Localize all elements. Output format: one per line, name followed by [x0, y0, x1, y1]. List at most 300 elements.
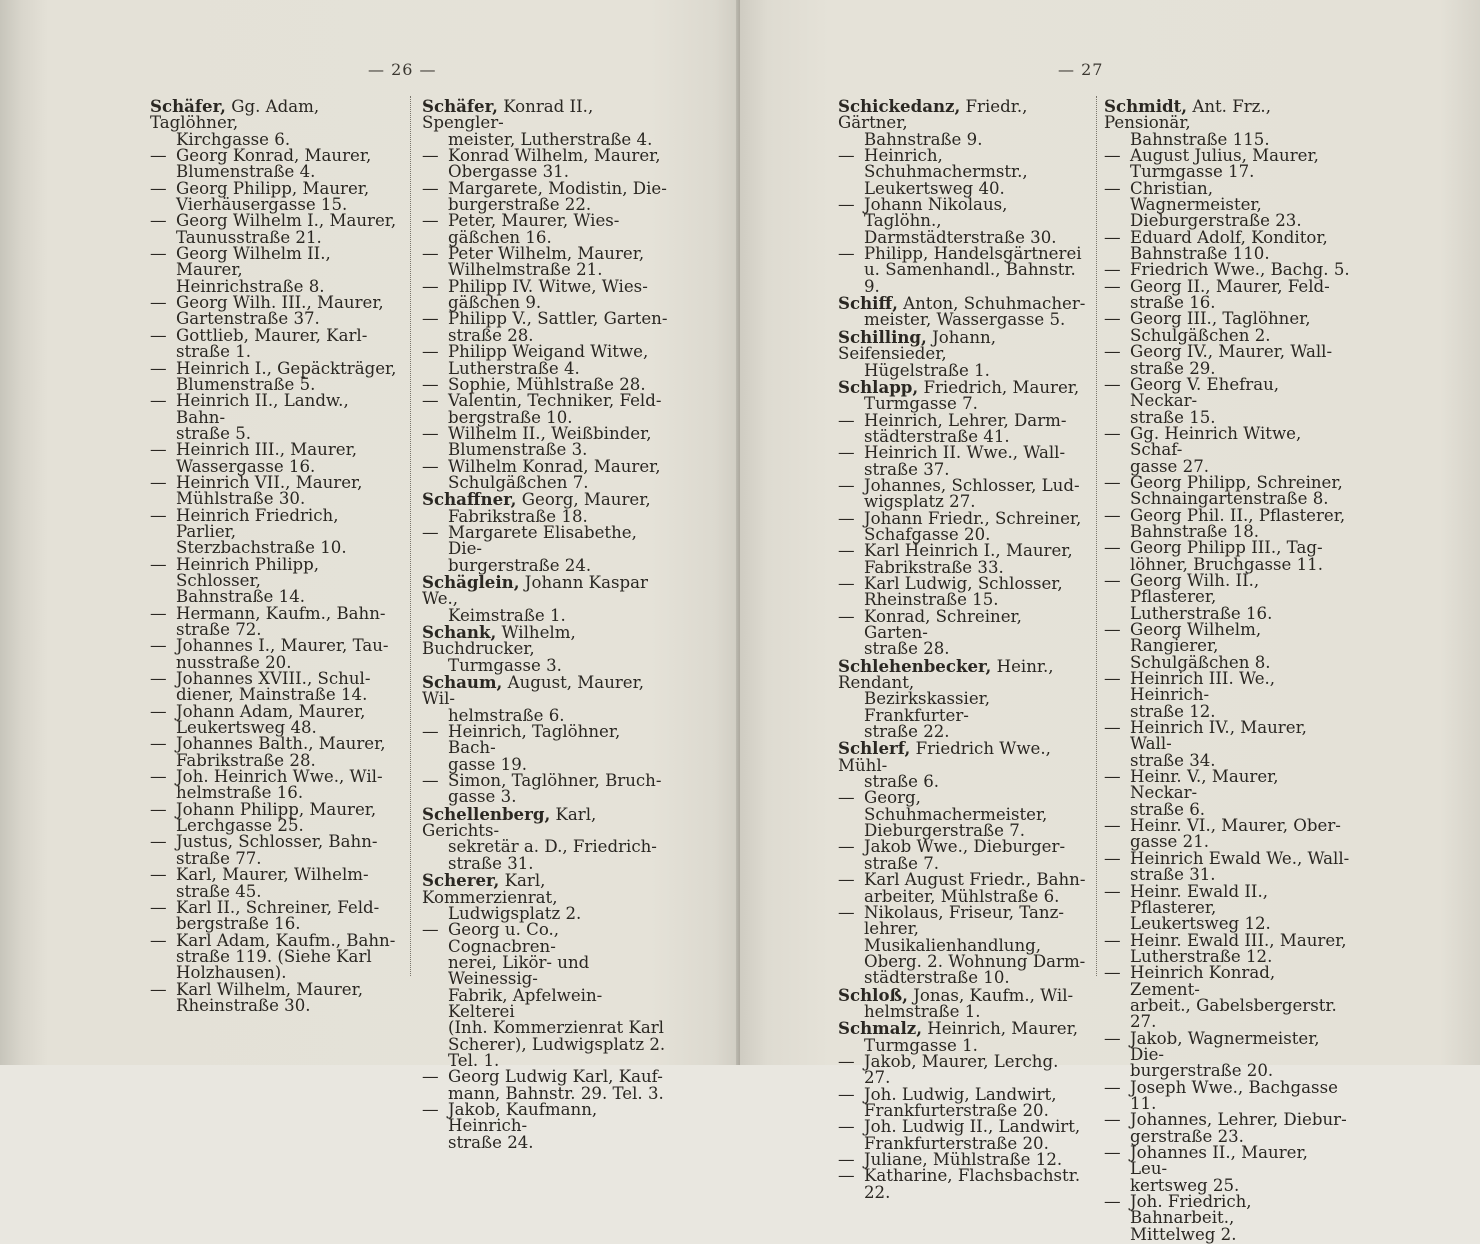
entry-line: Jonas, Kaufm., Wil-	[913, 985, 1074, 1005]
entry-line: Georg Phil. II., Pflasterer,	[1130, 505, 1346, 525]
directory-entry	[150, 834, 400, 867]
entry-line: Johann, Seifensieder,	[838, 327, 996, 364]
entry-line: Mühlstraße 30.	[176, 489, 306, 509]
entry-line: Jakob Wwe., Dieburger-	[864, 837, 1066, 857]
entry-line: (Inh. Kommerzienrat Karl	[448, 1018, 664, 1038]
directory-entry	[422, 922, 668, 1069]
entry-line: Jakob, Maurer, Lerchg. 27.	[864, 1051, 1059, 1088]
entry-line: Heinrich III. We., Heinrich-	[1130, 669, 1276, 705]
directory-entry	[838, 606, 1088, 659]
directory-entry	[150, 325, 400, 362]
entry-line: Johann Nikolaus, Taglöhn.,	[864, 195, 1008, 231]
entry-line: Jakob, Wagnermeister, Die-	[1130, 1028, 1320, 1064]
entry-line: straße 6.	[864, 772, 940, 792]
entry-line: Philipp, Handelsgärtnerei	[864, 244, 1082, 264]
entry-line: Rheinstraße 15.	[864, 590, 999, 610]
directory-entry	[150, 736, 400, 769]
entry-surname: Schlehenbecker,	[838, 655, 992, 676]
directory-entry	[150, 178, 400, 215]
directory-entry	[838, 543, 1088, 576]
entry-line: nerei, Likör- und Weinessig-	[448, 952, 590, 989]
entry-line: Heinrich, Taglöhner, Bach-	[448, 722, 621, 758]
directory-entry	[422, 674, 668, 724]
directory-entry	[838, 1020, 1088, 1054]
directory-entry	[422, 213, 668, 246]
entry-line: Heinrich IV., Maurer, Wall-	[1130, 718, 1307, 754]
entry-line: Frankfurterstraße 20.	[864, 1100, 1049, 1120]
directory-entry	[422, 773, 668, 806]
entry-line: Lerchgasse 25.	[176, 816, 304, 836]
directory-entry	[422, 724, 668, 773]
column-left-1	[150, 98, 400, 1014]
entry-line: Bahnstraße 14.	[176, 587, 306, 607]
entry-line: Peter Wilhelm, Maurer,	[448, 244, 645, 264]
entry-line: Georg V. Ehefrau, Neckar-	[1130, 374, 1280, 411]
directory-entry	[150, 867, 400, 900]
entry-line: Karl, Maurer, Wilhelm-	[176, 865, 369, 885]
entry-line: straße 6.	[1130, 799, 1206, 819]
entry-surname: Schilling,	[838, 326, 927, 347]
entry-line: Georg Philipp III., Tag-	[1130, 538, 1323, 558]
entry-line: Lutherstraße 16.	[1130, 603, 1273, 623]
entry-line: Georg IV., Maurer, Wall-	[1130, 342, 1333, 362]
entry-line: Heinrich Philipp, Schlosser,	[176, 554, 320, 590]
entry-line: Konrad, Schreiner, Garten-	[864, 606, 1022, 642]
entry-line: Johann Friedr., Schreiner,	[864, 508, 1082, 528]
entry-line: straße 28.	[448, 325, 534, 345]
entry-line: Georg Philipp, Schreiner,	[1130, 472, 1343, 492]
entry-line: Philipp Weigand Witwe,	[448, 342, 649, 362]
entry-line: straße 12.	[1130, 701, 1216, 721]
directory-entry	[838, 1119, 1088, 1152]
entry-line: Gg. Adam, Taglöhner,	[150, 97, 320, 133]
entry-line: Friedrich Wwe., Mühl-	[838, 739, 1051, 775]
directory-entry	[150, 769, 400, 802]
directory-entry	[150, 799, 400, 836]
entry-line: Christian, Wagnermeister,	[1130, 178, 1262, 215]
directory-entry	[838, 98, 1088, 148]
entry-line: helmstraße 6.	[448, 705, 565, 725]
directory-entry	[150, 930, 400, 983]
entry-line: Karl Adam, Kaufm., Bahn-	[176, 930, 396, 950]
column-divider	[410, 96, 411, 976]
entry-line: Konrad Wilhelm, Maurer,	[448, 146, 661, 166]
directory-entry	[1104, 671, 1350, 720]
directory-entry	[422, 276, 668, 313]
entry-line: Johann Kaspar We.,	[422, 572, 648, 609]
directory-entry	[1104, 720, 1350, 769]
directory-entry	[1104, 1077, 1350, 1113]
entry-line: Sophie, Mühlstraße 28.	[448, 374, 646, 394]
directory-entry	[1104, 374, 1350, 427]
entry-line: Margarete Elisabethe, Die-	[448, 522, 637, 559]
entry-line: Georg Konrad, Maurer,	[176, 146, 372, 166]
directory-entry	[838, 655, 1088, 742]
entry-line: Oberg. 2. Wohnung Darm-	[864, 951, 1086, 971]
directory-entry	[150, 246, 400, 295]
directory-entry	[838, 790, 1088, 839]
entry-line: straße 37.	[864, 459, 950, 479]
directory-entry	[422, 148, 668, 181]
entry-line: Schnaingartenstraße 8.	[1130, 489, 1329, 509]
entry-line: straße 24.	[448, 1132, 534, 1152]
entry-surname: Schickedanz,	[838, 96, 961, 116]
directory-entry	[1104, 505, 1350, 541]
entry-line: Philipp V., Sattler, Garten-	[448, 309, 668, 329]
entry-line: Wilhelm II., Weißbinder,	[448, 423, 652, 443]
directory-entry	[1104, 1145, 1350, 1194]
entry-line: straße 72.	[176, 620, 262, 639]
entry-line: Simon, Taglöhner, Bruch-	[448, 771, 662, 791]
directory-entry	[838, 1084, 1088, 1120]
entry-line: Frankfurterstraße 20.	[864, 1133, 1049, 1153]
entry-line: Heinrich, Lehrer, Darm-	[864, 410, 1067, 430]
entry-surname: Schaum,	[422, 672, 503, 693]
entry-line: straße 7.	[864, 853, 940, 873]
entry-line: Johannes Balth., Maurer,	[176, 734, 386, 754]
entry-line: Dieburgerstraße 23.	[1130, 211, 1302, 231]
entry-surname: Schank,	[422, 622, 497, 642]
directory-entry	[838, 508, 1088, 544]
entry-line: Georg Wilh. III., Maurer,	[176, 293, 384, 313]
entry-line: straße 1.	[176, 342, 252, 362]
entry-line: Hermann, Kaufm., Bahn-	[176, 603, 386, 623]
entry-line: Georg III., Taglöhner,	[1130, 309, 1311, 329]
entry-line: Fabrikstraße 28.	[176, 750, 316, 770]
entry-line: Joh. Heinrich Wwe., Wil-	[176, 767, 383, 787]
entry-line: Friedrich Wwe., Bachg. 5.	[1130, 260, 1350, 280]
entry-line: Juliane, Mühlstraße 12.	[864, 1150, 1063, 1169]
column-right-2	[1104, 98, 1350, 1243]
directory-entry	[150, 554, 400, 607]
directory-entry	[150, 442, 400, 475]
entry-line: Wilhelmstraße 21.	[448, 260, 603, 280]
entry-line: Schulgäßchen 8.	[1130, 652, 1271, 672]
entry-surname: Schiff,	[838, 293, 898, 314]
entry-line: Georg u. Co., Cognacbren-	[448, 920, 560, 956]
entry-line: Bahnstraße 18.	[1130, 521, 1260, 541]
entry-line: Johannes, Schlosser, Lud-	[864, 475, 1080, 495]
directory-entry	[838, 445, 1088, 478]
directory-entry	[422, 571, 668, 625]
entry-line: kertsweg 25.	[1130, 1175, 1240, 1195]
entry-line: gäßchen 16.	[448, 227, 552, 247]
entry-line: Gottlieb, Maurer, Karl-	[176, 325, 368, 345]
entry-line: u. Samenhandl., Bahnstr. 9.	[864, 260, 1076, 296]
directory-entry	[838, 326, 1088, 380]
entry-line: Rheinstraße 30.	[176, 995, 311, 1015]
entry-line: Joh. Ludwig, Landwirt,	[864, 1084, 1057, 1104]
entry-line: Sterzbachstraße 10.	[176, 538, 347, 558]
entry-line: städterstraße 41.	[864, 426, 1010, 446]
directory-entry	[150, 671, 400, 704]
directory-entry	[422, 624, 668, 674]
entry-line: Heinr. V., Maurer, Neckar-	[1130, 767, 1279, 803]
directory-entry	[838, 872, 1088, 905]
entry-line: Bahnstraße 115.	[1130, 129, 1270, 149]
entry-line: Bahnstraße 9.	[864, 129, 983, 149]
entry-line: Turmgasse 3.	[448, 655, 562, 675]
entry-line: Wilhelm Konrad, Maurer,	[448, 456, 661, 476]
entry-line: straße 45.	[176, 881, 262, 901]
entry-line: Turmgasse 17.	[1130, 162, 1255, 182]
directory-entry	[1104, 276, 1350, 313]
entry-line: Turmgasse 1.	[864, 1035, 978, 1055]
entry-line: Georg Wilh. II., Pflasterer,	[1130, 570, 1260, 607]
directory-entry	[838, 740, 1088, 790]
entry-line: Scherer), Ludwigsplatz 2.	[448, 1034, 666, 1054]
entry-line: gäßchen 9.	[448, 293, 542, 313]
directory-entry	[150, 472, 400, 509]
entry-line: Joseph Wwe., Bachgasse 11.	[1130, 1077, 1338, 1113]
directory-entry	[422, 522, 668, 575]
directory-entry	[150, 897, 400, 934]
entry-line: Friedrich, Maurer,	[923, 377, 1080, 397]
entry-line: Ludwigsplatz 2.	[448, 903, 582, 923]
entry-line: Friedr., Gärtner,	[838, 97, 1028, 133]
directory-entry	[150, 701, 400, 738]
entry-line: Georg, Maurer,	[521, 490, 651, 510]
entry-surname: Schmidt,	[1104, 96, 1188, 116]
directory-entry	[150, 603, 400, 639]
directory-entry	[1104, 1028, 1350, 1081]
directory-entry	[422, 1069, 668, 1102]
entry-line: Karl II., Schreiner, Feld-	[176, 897, 380, 917]
entry-line: Heinrichstraße 8.	[176, 276, 325, 296]
entry-surname: Schmalz,	[838, 1018, 922, 1039]
entry-line: meister, Lutherstraße 4.	[448, 129, 653, 149]
entry-line: Darmstädterstraße 30.	[864, 227, 1057, 247]
right-page	[740, 0, 1480, 1244]
entry-line: August Julius, Maurer,	[1130, 146, 1319, 166]
entry-line: Heinrich VII., Maurer,	[176, 472, 363, 492]
directory-entry	[1104, 769, 1350, 818]
directory-entry	[1104, 1194, 1350, 1243]
directory-entry	[150, 213, 400, 246]
directory-entry	[838, 1051, 1088, 1088]
entry-surname: Schellenberg,	[422, 803, 551, 824]
entry-line: Karl Heinrich I., Maurer,	[864, 541, 1073, 561]
directory-entry	[1104, 423, 1350, 476]
directory-entry	[838, 295, 1088, 329]
directory-entry	[150, 638, 400, 671]
directory-entry	[422, 423, 668, 460]
entry-line: Konrad II., Spengler-	[422, 97, 594, 133]
entry-line: Heinrich II., Landw., Bahn-	[176, 391, 349, 427]
entry-line: Heinrich Konrad, Zement-	[1130, 963, 1276, 999]
directory-entry	[1104, 472, 1350, 509]
entry-line: straße 15.	[1130, 407, 1216, 427]
entry-line: Mittelweg 2.	[1130, 1224, 1237, 1244]
page-number: — 26 —	[368, 60, 437, 79]
entry-line: löhner, Bruchgasse 11.	[1130, 554, 1323, 574]
entry-line: straße 29.	[1130, 358, 1216, 378]
directory-entry	[838, 902, 1088, 988]
entry-line: burgerstraße 22.	[448, 195, 592, 215]
column-divider	[1096, 96, 1097, 976]
entry-line: Leukertsweg 48.	[176, 718, 317, 738]
entry-line: städterstraße 10.	[864, 968, 1010, 988]
directory-entry	[1104, 930, 1350, 966]
entry-line: Taunusstraße 21.	[176, 227, 322, 247]
entry-line: Vierhäusergasse 15.	[176, 195, 348, 215]
directory-entry	[1104, 540, 1350, 573]
entry-line: Georg Philipp, Maurer,	[176, 178, 370, 198]
entry-surname: Schloß,	[838, 984, 908, 1005]
entry-line: Fabrik, Apfelwein-Kelterei	[448, 985, 603, 1021]
entry-line: Tel. 1.	[448, 1050, 500, 1070]
directory-entry	[838, 410, 1088, 446]
entry-line: Georg II., Maurer, Feld-	[1130, 276, 1330, 296]
entry-line: straße 28.	[864, 639, 950, 659]
entry-line: Johann Adam, Maurer,	[176, 701, 366, 721]
entry-line: nusstraße 20.	[176, 652, 292, 672]
entry-line: Margarete, Modistin, Die-	[448, 178, 667, 198]
directory-entry	[1104, 98, 1350, 148]
entry-line: Joh. Ludwig II., Landwirt,	[864, 1117, 1081, 1137]
directory-entry	[422, 98, 668, 148]
directory-entry	[422, 246, 668, 279]
entry-line: Bahnstraße 110.	[1130, 244, 1270, 264]
column-right-1	[838, 98, 1088, 1201]
entry-line: Peter, Maurer, Wies-	[448, 211, 620, 231]
directory-entry	[1104, 848, 1350, 885]
entry-line: Heinr. VI., Maurer, Ober-	[1130, 816, 1341, 836]
directory-entry	[422, 178, 668, 215]
entry-line: Karl August Friedr., Bahn-	[864, 870, 1086, 890]
entry-line: burgerstraße 20.	[1130, 1061, 1274, 1081]
directory-entry	[150, 979, 400, 1015]
entry-line: Johannes II., Maurer, Leu-	[1130, 1143, 1308, 1179]
entry-surname: Schäglein,	[422, 571, 520, 592]
directory-entry	[1104, 881, 1350, 934]
entry-line: Heinrich, Schuhmachermstr.,	[864, 146, 1028, 182]
directory-entry	[422, 311, 668, 344]
directory-entry	[1104, 311, 1350, 344]
directory-entry	[1104, 344, 1350, 377]
entry-line: Schulgäßchen 7.	[448, 472, 589, 492]
entry-line: Heinr. Ewald III., Maurer,	[1130, 930, 1347, 950]
entry-line: Keimstraße 1.	[448, 605, 566, 625]
entry-line: Heinrich III., Maurer,	[176, 440, 357, 460]
entry-line: straße 31.	[448, 853, 534, 873]
entry-line: Holzhausen).	[176, 963, 287, 983]
entry-line: Katharine, Flachsbachstr. 22.	[864, 1166, 1081, 1202]
entry-line: arbeiter, Mühlstraße 6.	[864, 886, 1060, 906]
entry-line: Dieburgerstraße 7.	[864, 821, 1026, 841]
directory-entry	[838, 839, 1088, 872]
entry-line: straße 31.	[1130, 865, 1216, 885]
entry-line: Philipp IV. Witwe, Wies-	[448, 276, 648, 296]
column-left-2	[422, 98, 668, 1151]
directory-entry	[838, 984, 1088, 1021]
entry-surname: Schlapp,	[838, 376, 919, 397]
entry-line: Heinr., Rendant,	[838, 656, 1054, 693]
entry-line: Georg, Schuhmachermeister,	[864, 788, 1048, 824]
entry-line: Wilhelm, Buchdrucker,	[422, 623, 576, 659]
directory-entry	[422, 803, 668, 873]
entry-line: Nikolaus, Friseur, Tanz-	[864, 902, 1064, 922]
directory-entry	[1104, 622, 1350, 671]
entry-surname: Schäfer,	[150, 96, 226, 116]
entry-line: August, Maurer, Wil-	[422, 673, 645, 709]
entry-line: diener, Mainstraße 14.	[176, 685, 368, 705]
directory-entry	[150, 393, 400, 442]
entry-line: Heinrich I., Gepäckträger,	[176, 358, 397, 378]
entry-line: Wassergasse 16.	[176, 456, 316, 476]
entry-line: Obergasse 31.	[448, 162, 570, 182]
entry-line: Georg Wilhelm I., Maurer,	[176, 211, 397, 231]
entry-line: helmstraße 16.	[176, 783, 304, 803]
directory-entry	[422, 456, 668, 492]
entry-surname: Schlerf,	[838, 738, 911, 759]
entry-surname: Scherer,	[422, 870, 500, 891]
entry-surname: Schäfer,	[422, 96, 498, 116]
directory-entry	[838, 197, 1088, 246]
entry-line: Johann Philipp, Maurer,	[176, 799, 377, 819]
entry-line: Georg Ludwig Karl, Kauf-	[448, 1067, 663, 1087]
entry-line: mann, Bahnstr. 29. Tel. 3.	[448, 1083, 664, 1103]
entry-line: arbeit., Gabelsbergerstr. 27.	[1130, 995, 1337, 1032]
entry-line: helmstraße 1.	[864, 1001, 981, 1021]
entry-line: Johannes XVIII., Schul-	[176, 669, 371, 689]
entry-line: Schafgasse 20.	[864, 524, 991, 544]
directory-entry	[422, 491, 668, 525]
directory-entry	[422, 393, 668, 426]
entry-line: bergstraße 16.	[176, 914, 301, 934]
entry-surname: Schaffner,	[422, 489, 517, 510]
directory-entry	[838, 246, 1088, 295]
directory-entry	[422, 872, 668, 922]
directory-entry	[1104, 1112, 1350, 1145]
entry-line: Leukertsweg 12.	[1130, 914, 1271, 934]
entry-line: Fabrikstraße 33.	[864, 557, 1004, 577]
entry-line: Heinrich, Maurer,	[927, 1019, 1079, 1039]
entry-line: Jakob, Kaufmann, Heinrich-	[448, 1099, 598, 1136]
entry-line: Fabrikstraße 18.	[448, 506, 588, 526]
entry-line: Eduard Adolf, Konditor,	[1130, 227, 1328, 247]
directory-entry	[150, 148, 400, 181]
entry-line: straße 119. (Siehe Karl	[176, 946, 372, 966]
entry-line: sekretär a. D., Friedrich-	[448, 837, 657, 857]
directory-entry	[150, 358, 400, 394]
entry-line: Gartenstraße 37.	[176, 309, 320, 329]
entry-line: Blumenstraße 3.	[448, 440, 588, 460]
directory-entry	[150, 295, 400, 328]
directory-entry	[838, 376, 1088, 414]
directory-entry	[1104, 148, 1350, 181]
entry-line: Kirchgasse 6.	[176, 129, 291, 149]
entry-line: Karl Ludwig, Schlosser,	[864, 573, 1063, 593]
directory-entry	[838, 148, 1088, 197]
directory-entry	[422, 344, 668, 377]
directory-entry	[150, 98, 400, 148]
entry-line: Heinrich Friedrich, Parlier,	[176, 505, 339, 541]
entry-line: gasse 21.	[1130, 832, 1210, 852]
directory-entry	[838, 475, 1088, 512]
directory-entry	[1104, 570, 1350, 623]
entry-line: Karl, Kommerzienrat,	[422, 871, 558, 907]
entry-line: Lutherstraße 12.	[1130, 946, 1273, 966]
entry-line: Johannes, Lehrer, Diebur-	[1130, 1110, 1347, 1130]
entry-line: gerstraße 23.	[1130, 1126, 1244, 1146]
entry-line: straße 22.	[864, 722, 950, 742]
entry-line: bergstraße 10.	[448, 407, 573, 427]
entry-line: Karl Wilhelm, Maurer,	[176, 979, 363, 999]
directory-entry	[1104, 818, 1350, 851]
entry-line: Valentin, Techniker, Feld-	[448, 391, 662, 411]
entry-line: gasse 3.	[448, 787, 517, 807]
